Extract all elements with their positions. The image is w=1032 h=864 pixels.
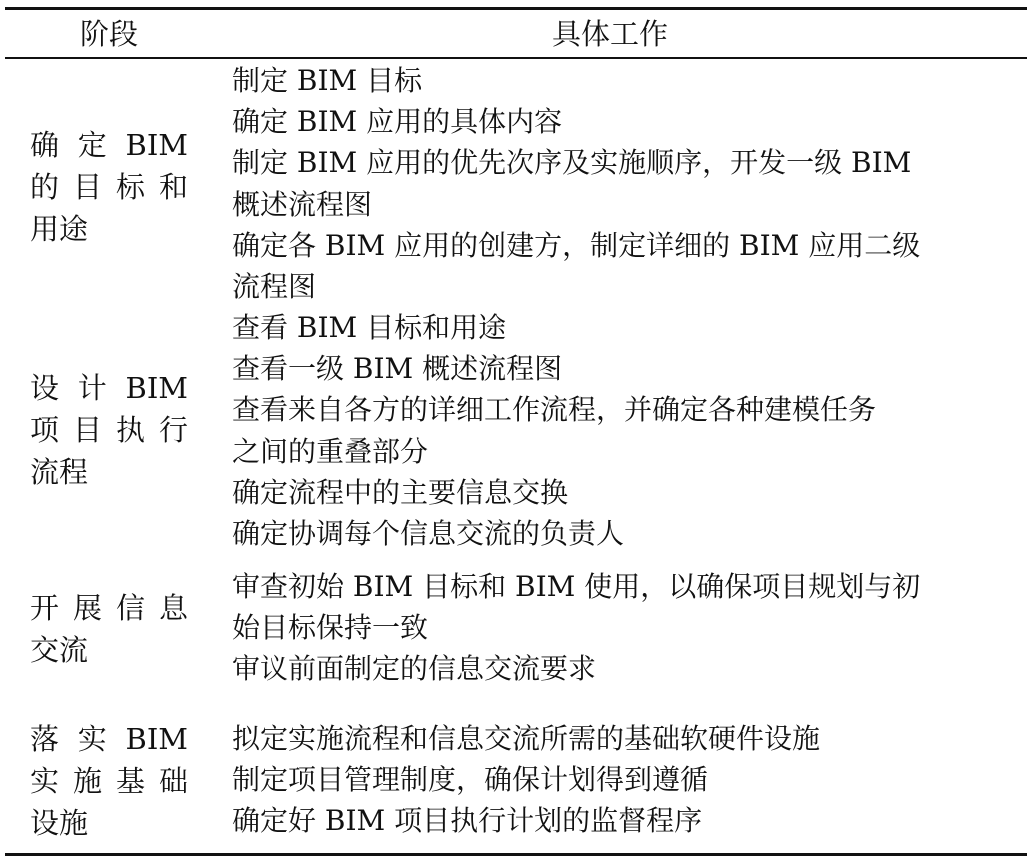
row-4-stage-line-3: 设施 [30,806,89,840]
row-2-stage-line-1: 设 计 BIM [30,371,188,405]
row-4-stage-line-2: 实 施 基 础 [30,764,188,798]
header-stage: 阶段 [80,17,139,51]
row-1-stage-line-2: 的 目 标 和 [30,170,188,204]
row-2-stage-line-3: 流程 [30,455,89,489]
row-2-work-line-6: 确定协调每个信息交流的负责人 [232,516,625,550]
row-1-stage-line-3: 用途 [30,212,89,246]
row-4-stage-line-1: 落 实 BIM [30,722,188,756]
row-3-stage-line-2: 交流 [30,633,89,667]
row-3-stage [30,587,188,671]
row-4-work-line-3: 确定好 BIM 项目执行计划的监督程序 [232,804,703,838]
row-1-work-line-2: 确定 BIM 应用的具体内容 [232,105,563,139]
row-2-work-line-4: 之间的重叠部分 [232,434,429,468]
row-1-work-line-6: 流程图 [232,269,317,303]
row-2-work [232,307,1004,554]
row-1-work-line-5: 确定各 BIM 应用的创建方，制定详细的 BIM 应用二级 [232,228,921,262]
row-2-stage-line-2: 项 目 执 行 [30,413,188,447]
table-top-rule [5,7,1027,10]
row-4-stage [30,718,188,844]
row-3-work [232,566,1004,690]
table-bottom-rule [5,853,1027,856]
row-3-work-line-2: 始目标保持一致 [232,611,429,645]
row-4-work-line-2: 制定项目管理制度，确保计划得到遵循 [232,763,709,797]
row-2-work-line-3: 查看来自各方的详细工作流程，并确定各种建模任务 [232,393,877,427]
row-2-work-line-1: 查看 BIM 目标和用途 [232,311,507,344]
row-1-stage [30,124,188,250]
header-work: 具体工作 [552,17,669,51]
row-3-work-line-3: 审议前面制定的信息交流要求 [232,652,597,686]
row-1-work [232,60,1004,307]
row-4-work [232,718,1004,842]
row-1-work-line-3: 制定 BIM 应用的优先次序及实施顺序，开发一级 BIM [232,146,912,180]
row-2-work-line-2: 查看一级 BIM 概述流程图 [232,352,563,386]
row-2-work-line-5: 确定流程中的主要信息交换 [232,475,569,509]
table-header-rule [5,57,1027,59]
row-1-work-line-4: 概述流程图 [232,187,373,221]
row-2-stage [30,367,188,493]
row-1-stage-line-1: 确 定 BIM [30,128,188,162]
row-3-stage-line-1: 开 展 信 息 [30,591,188,625]
row-3-work-line-1: 审查初始 BIM 目标和 BIM 使用，以确保项目规划与初 [232,570,921,603]
row-1-work-line-1: 制定 BIM 目标 [232,64,423,97]
row-4-work-line-1: 拟定实施流程和信息交流所需的基础软硬件设施 [232,722,821,755]
